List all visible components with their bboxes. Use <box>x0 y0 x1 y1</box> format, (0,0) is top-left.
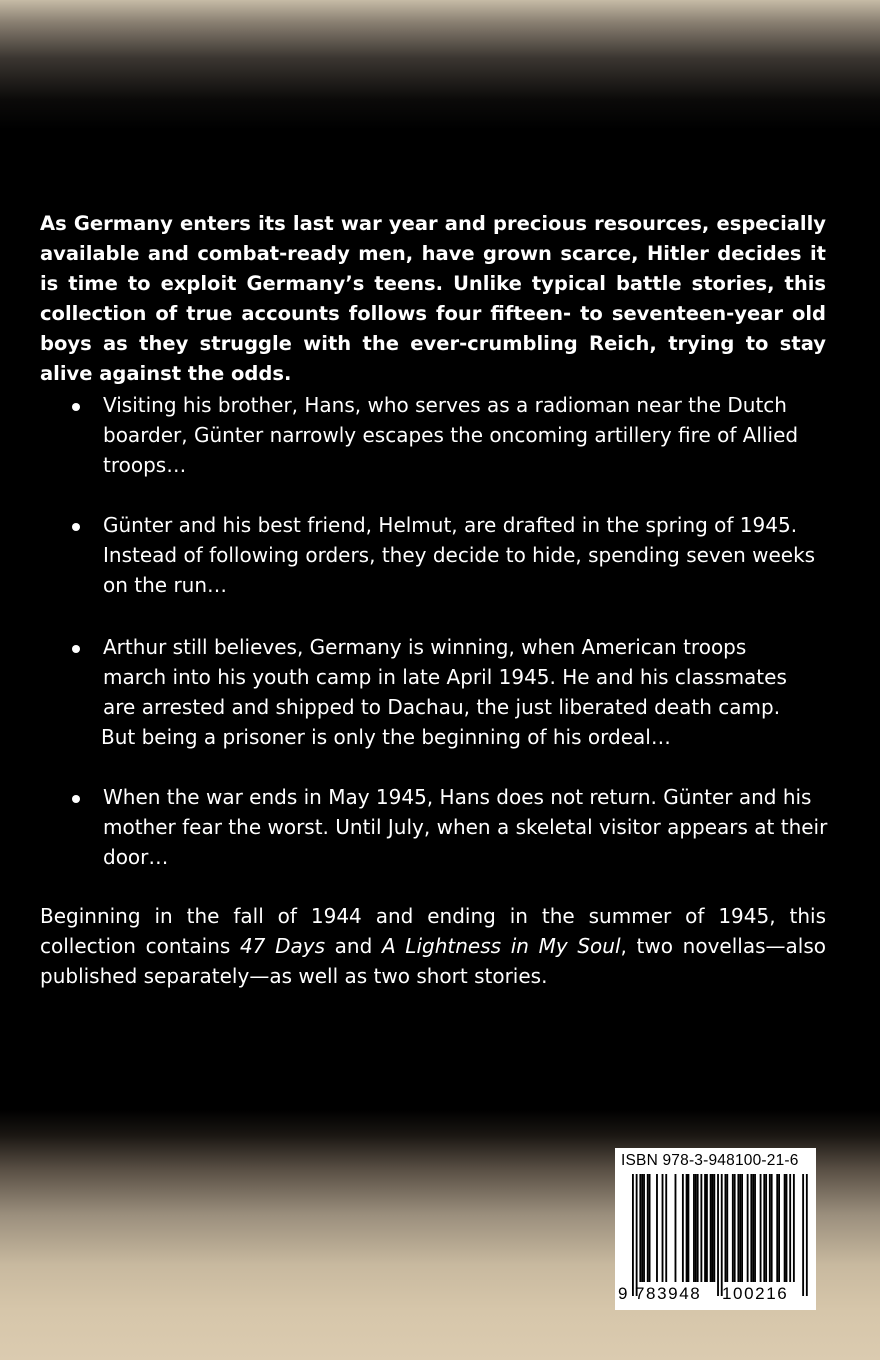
barcode-digit-lead: 9 <box>618 1284 630 1303</box>
bullet-dot-icon <box>72 523 80 531</box>
barcode-bar <box>710 1174 712 1282</box>
barcode-bar <box>789 1174 791 1282</box>
barcode-bar <box>806 1174 808 1296</box>
barcode-bar <box>717 1174 719 1296</box>
barcode-bar <box>776 1174 778 1282</box>
blurb-paragraph: As Germany enters its last war year and precious resources, especially available and combat-ready men, have grown scarce, Hitler decides it is time to exploit Germany’s teens. Unlike typical battle stories, this collection of true accounts follows four fifteen- to seventeen-year old boys as they struggle with the ever-crumbling Reich, trying to stay alive against the odds. <box>40 212 826 385</box>
barcode-bar <box>739 1174 741 1282</box>
barcode-bar <box>665 1174 667 1282</box>
barcode-bar <box>656 1174 658 1282</box>
barcode-bar <box>704 1174 706 1282</box>
barcode-digits-right: 100216 <box>722 1284 789 1303</box>
barcode-bar <box>793 1174 795 1282</box>
bullet-text: When the war ends in May 1945, Hans does not return. Günter and his mother fear the worst. Until July, when a skeletal visitor appears at their door… <box>103 785 828 869</box>
barcode-bar <box>636 1174 638 1296</box>
barcode-bar <box>784 1174 786 1282</box>
barcode-digits-left: 783948 <box>635 1284 702 1303</box>
bullet-text: Günter and his best friend, Helmut, are drafted in the spring of 1945. Instead of following orders, they decide to hide, spending seven weeks on the run… <box>103 513 816 597</box>
barcode-bar <box>737 1174 739 1282</box>
barcode-bar <box>765 1174 767 1282</box>
bullet-dot-icon <box>72 795 80 803</box>
barcode-bar <box>734 1174 736 1282</box>
barcode-bar <box>802 1174 804 1296</box>
barcode-bar <box>725 1174 727 1282</box>
barcode-bar <box>763 1174 765 1282</box>
bullet-text: Arthur still believes, Germany is winning, when American troops march into his youth camp in late April 1945. He and his classmates are arrested and shipped to Dachau, the just liberated death camp. But being a prisoner is only the beginning of his ordeal… <box>101 635 787 749</box>
barcode-bar <box>771 1174 773 1282</box>
barcode-bar <box>643 1174 645 1282</box>
barcode-bar <box>697 1174 699 1282</box>
barcode-bar <box>721 1174 723 1296</box>
barcode-bar <box>747 1174 749 1282</box>
barcode-bar <box>769 1174 771 1282</box>
barcode-bar <box>641 1174 643 1282</box>
bullet-dot-icon <box>72 645 80 653</box>
barcode-bar <box>741 1174 743 1282</box>
barcode-bar <box>682 1174 684 1282</box>
barcode-bar <box>695 1174 697 1282</box>
title-47-days: 47 Days <box>239 934 325 958</box>
barcode-bar <box>639 1174 641 1282</box>
barcode-bar <box>732 1174 734 1282</box>
closing-paragraph: Beginning in the fall of 1944 and ending in the summer of 1945, this collection contains 47 Days and A Lightness in My Soul, two novellas—also published separately—as well as two short stories. <box>40 904 826 988</box>
barcode-bar <box>760 1174 762 1282</box>
barcode-bar <box>754 1174 756 1282</box>
bullet-dot-icon <box>72 403 80 411</box>
barcode-bar <box>706 1174 708 1282</box>
barcode-bar <box>632 1174 634 1296</box>
barcode-bar <box>647 1174 649 1282</box>
barcode-bar <box>688 1174 690 1282</box>
barcode-bar <box>675 1174 677 1282</box>
barcode-bar <box>713 1174 715 1282</box>
barcode-bar <box>662 1174 664 1282</box>
barcode-bar <box>686 1174 688 1282</box>
bullet-text: Visiting his brother, Hans, who serves as a radioman near the Dutch boarder, Günter narrowly escapes the oncoming artillery fire of Allied troops… <box>103 393 799 477</box>
title-a-lightness-in-my-soul: A Lightness in My Soul <box>381 934 621 958</box>
isbn-barcode <box>615 1148 816 1310</box>
barcode-bar <box>786 1174 788 1282</box>
isbn-label: ISBN 978-3-948100-21-6 <box>621 1152 799 1169</box>
barcode-bar <box>726 1174 728 1282</box>
barcode-bar <box>693 1174 695 1282</box>
barcode-bar <box>712 1174 714 1282</box>
barcode-bar <box>778 1174 780 1282</box>
barcode-bar <box>750 1174 752 1282</box>
barcode-bar <box>752 1174 754 1282</box>
barcode-bar <box>649 1174 651 1282</box>
barcode-bar <box>700 1174 702 1282</box>
